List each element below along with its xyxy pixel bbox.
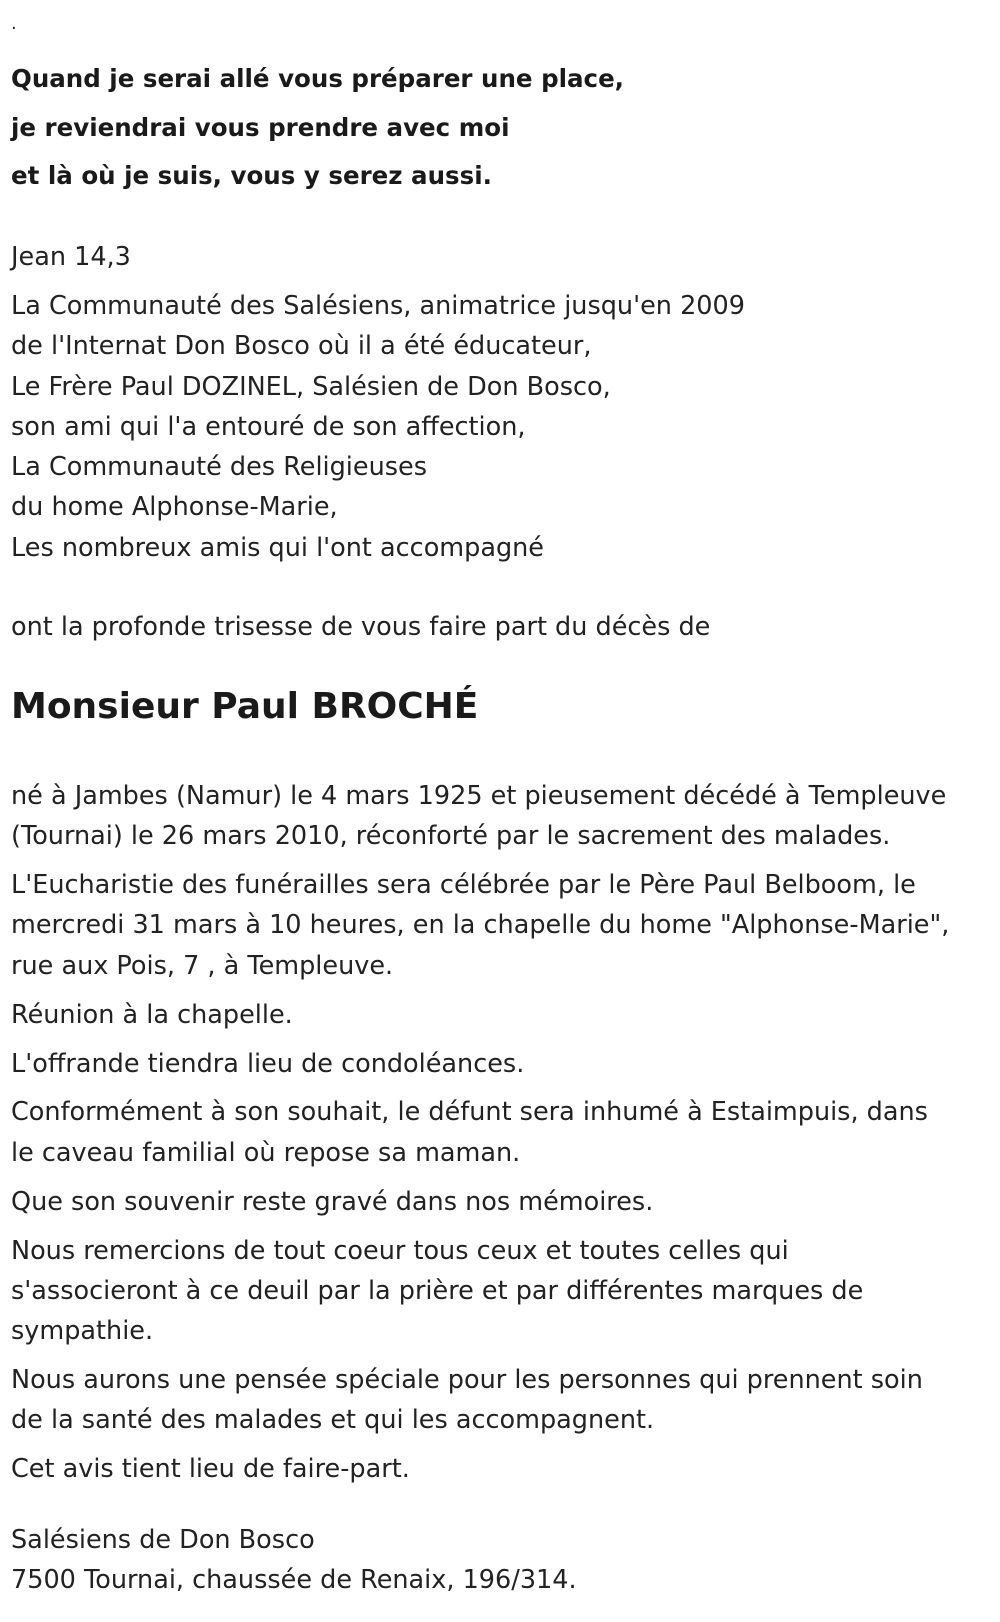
deceased-name: Monsieur Paul BROCHÉ — [11, 686, 479, 727]
sender-line: La Communauté des Religieuses — [11, 452, 428, 483]
notice-paragraph: Réunion à la chapelle. — [11, 999, 293, 1030]
sender-line: de l'Internat Don Bosco où il a été éducateur, — [11, 331, 592, 362]
verse-line: Quand je serai allé vous préparer une place, — [11, 64, 624, 93]
verse-line: et là où je suis, vous y serez aussi. — [11, 161, 492, 190]
sender-line: son ami qui l'a entouré de son affection, — [11, 411, 526, 442]
footer-signature — [11, 1520, 577, 1601]
announcement: ont la profonde trisesse de vous faire part du décès de — [11, 612, 711, 642]
leading-mark: . — [11, 13, 17, 34]
notice-paragraph: Conformément à son souhait, le défunt sera inhumé à Estaimpuis, dans le caveau familial où repose sa maman. — [11, 1097, 928, 1168]
notice-paragraph: Que son souvenir reste gravé dans nos mémoires. — [11, 1186, 654, 1217]
verse-reference: Jean 14,3 — [11, 242, 131, 272]
footer-address: 7500 Tournai, chaussée de Renaix, 196/314. — [11, 1565, 577, 1596]
footer-organization: Salésiens de Don Bosco — [11, 1525, 315, 1555]
notice-body — [11, 776, 996, 1498]
notice-paragraph: Cet avis tient lieu de faire-part. — [11, 1454, 410, 1485]
senders-list — [11, 286, 745, 568]
sender-line: du home Alphonse-Marie, — [11, 492, 338, 523]
verse-line: je reviendrai vous prendre avec moi — [11, 112, 510, 142]
notice-paragraph: Nous remercions de tout coeur tous ceux et toutes celles qui s'associeront à ce deuil par la prière et par différentes marques de sympathie. — [11, 1235, 864, 1347]
bible-verse — [11, 55, 624, 201]
notice-paragraph: L'offrande tiendra lieu de condoléances. — [11, 1048, 525, 1079]
notice-paragraph: Nous aurons une pensée spéciale pour les personnes qui prennent soin de la santé des malades et qui les accompagnent. — [11, 1365, 923, 1436]
sender-line: La Communauté des Salésiens, animatrice jusqu'en 2009 — [11, 291, 745, 321]
sender-line: Les nombreux amis qui l'ont accompagné — [11, 532, 544, 563]
sender-line: Le Frère Paul DOZINEL, Salésien de Don Bosco, — [11, 371, 611, 402]
notice-paragraph: L'Eucharistie des funérailles sera célébrée par le Père Paul Belboom, le mercredi 31 mars à 10 heures, en la chapelle du home "Alphonse-Marie", rue aux Pois, 7 , à Templeuve. — [11, 870, 950, 981]
notice-paragraph: né à Jambes (Namur) le 4 mars 1925 et pieusement décédé à Templeuve (Tournai) le 26 mars 2010, réconforté par le sacrement des malades. — [11, 781, 947, 852]
